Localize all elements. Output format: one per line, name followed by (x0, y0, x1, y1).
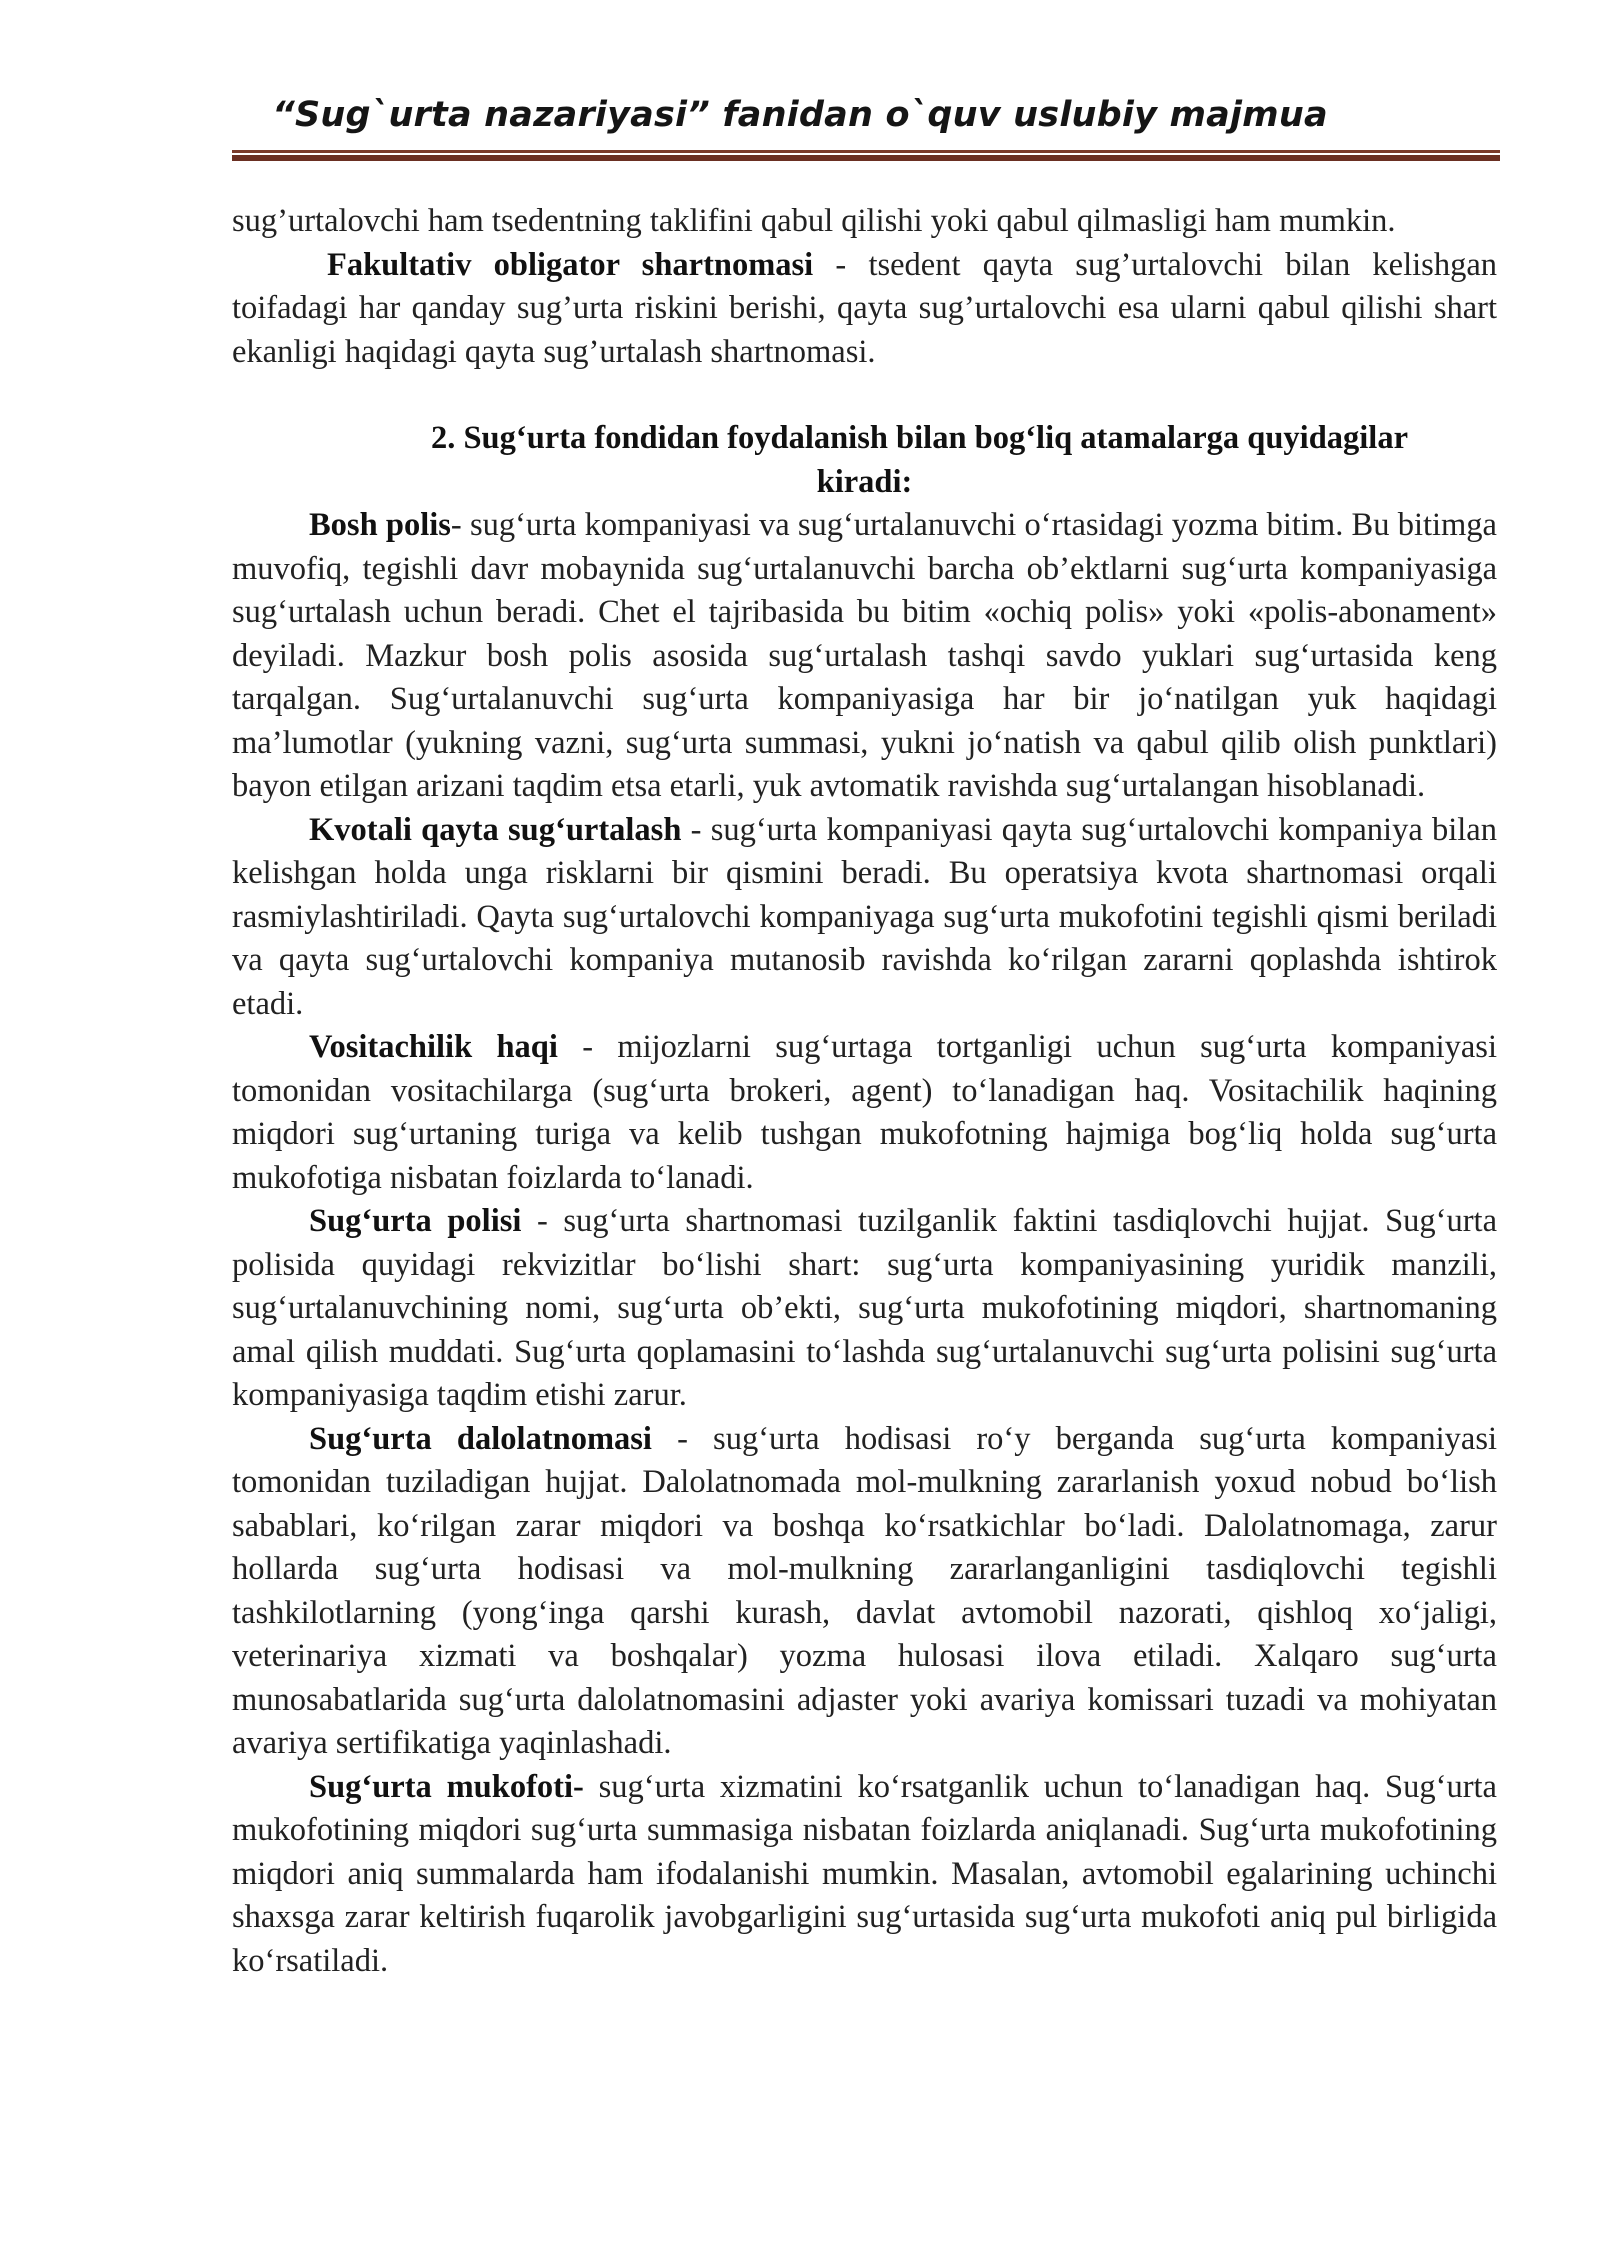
term-sugurta-dalolatnomasi: Sug‘urta dalolatnomasi (309, 1420, 652, 1457)
document-body (232, 200, 1497, 1983)
paragraph-vositachilik-haqi (232, 1026, 1497, 1200)
header-divider-thick (232, 155, 1500, 161)
definition-sugurta-dalolatnomasi: - sug‘urta hodisasi ro‘y berganda sug‘urta kompaniyasi tomonidan tuziladigan hujjat. Dalolatnomada mol-mulkning zararlanish yoxud nobud bo‘lish sabablari, ko‘rilgan zarar miqdori va boshqa ko‘rsatkichlar bo‘ladi. Dalolatnomaga, zarur hollarda sug‘urta hodisasi va mol-mulkning zararlanganligini tasdiqlovchi tegishli tashkilotlarning (yong‘inga qarshi kurash, davlat avtomobil nazorati, qishloq xo‘jaligi, veterinariya xizmati va boshqalar) yozma hulosasi ilova etiladi. Xalqaro sug‘urta munosabatlarida sug‘urta dalolatnomasini adjaster yoki avariya komissari tuzadi va mohiyatan avariya sertifikatiga yaqinlashadi. (232, 1420, 1498, 1761)
paragraph-continuation: sug’urtalovchi ham tsedentning taklifini qabul qilishi yoki qabul qilmasligi ham mumkin. (232, 203, 1396, 239)
section-heading-line1: 2. Sug‘urta fondidan foydalanish bilan bog‘liq atamalarga quyidagilar (430, 420, 1409, 456)
term-sugurta-polisi: Sug‘urta polisi (309, 1203, 522, 1239)
section-heading (232, 417, 1497, 504)
definition-bosh-polis: - sug‘urta kompaniyasi va sug‘urtalanuvchi o‘rtasidagi yozma bitim. Bu bitimga muvofiq, tegishli davr mobaynida sug‘urtalanuvchi barcha ob’ektlarni sug‘urta kompaniyasiga sug‘urtalash uchun beradi. Chet el tajribasida bu bitim «ochiq polis» yoki «polis-abonament» deyiladi. Mazkur bosh polis asosida sug‘urtalash tashqi savdo yuklari sug‘urtasida keng tarqalgan. Sug‘urtalanuvchi sug‘urta kompaniyasiga har bir jo‘natilgan yuk haqidagi ma’lumotlar (yukning vazni, sug‘urta summasi, yukni jo‘natish va qabul qilib olish punktlari) bayon etilgan arizani taqdim etsa etarli, yuk avtomatik ravishda sug‘urtalangan hisoblanadi. (232, 507, 1497, 804)
term-kvotali-qayta: Kvotali qayta sug‘urtalash (309, 811, 682, 848)
term-fakultativ-obligator: Fakultativ obligator shartnomasi (327, 246, 814, 283)
definition-fakultativ-obligator: - tsedent qayta sug’urtalovchi bilan kelishgan toifadagi har qanday sug’urta riskini berishi, qayta sug’urtalovchi esa ularni qabul qilishi shart ekanligi haqidagi qayta sug’urtalash shartnomasi. (232, 246, 1497, 370)
definition-sugurta-polisi: - sug‘urta shartnomasi tuzilganlik faktini tasdiqlovchi hujjat. Sug‘urta polisida quyidagi rekvizitlar bo‘lishi shart: sug‘urta kompaniyasining yuridik manzili, sug‘urtalanuvchining nomi, sug‘urta ob’ekti, sug‘urta mukofotining miqdori, shartnomaning amal qilish muddati. Sug‘urta qoplamasini to‘lashda sug‘urtalanuvchi sug‘urta polisini sug‘urta kompaniyasiga taqdim etishi zarur. (232, 1203, 1497, 1413)
term-vositachilik-haqi: Vositachilik haqi (309, 1029, 558, 1065)
definition-kvotali-qayta: - sug‘urta kompaniyasi qayta sug‘urtalovchi kompaniya bilan kelishgan holda unga risklarni bir qismini beradi. Bu operatsiya kvota shartnomasi orqali rasmiylashtiriladi. Qayta sug‘urtalovchi kompaniyaga sug‘urta mukofotini tegishli qismi beriladi va qayta sug‘urtalovchi kompaniya mutanosib ravishda ko‘rilgan zararni qoplashda ishtirok etadi. (232, 811, 1497, 1022)
paragraph-sugurta-polisi (232, 1200, 1497, 1418)
term-bosh-polis: Bosh polis (309, 507, 451, 543)
paragraph-sugurta-mukofoti (232, 1766, 1497, 1984)
header-divider-thin (232, 150, 1500, 153)
paragraph-sugurta-dalolatnomasi (232, 1418, 1497, 1766)
term-sugurta-mukofoti: Sug‘urta mukofoti- (309, 1768, 584, 1805)
definition-vositachilik-haqi: - mijozlarni sug‘urtaga tortganligi uchun sug‘urta kompaniyasi tomonidan vositachilarga (sug‘urta brokeri, agent) to‘lanadigan haq. Vositachilik haqining miqdori sug‘urtaning turiga va kelib tushgan mukofotning hajmiga bog‘liq holda sug‘urta mukofotiga nisbatan foizlarda to‘lanadi. (232, 1029, 1497, 1196)
paragraph-kvotali-qayta (232, 809, 1497, 1027)
paragraph-fakultativ-obligator (232, 244, 1497, 375)
page-header-title: “Sug`urta nazariyasi” fanidan o`quv uslubiy majmua (272, 95, 1328, 135)
section-heading-line2: kiradi: (816, 463, 913, 500)
definition-sugurta-mukofoti: sug‘urta xizmatini ko‘rsatganlik uchun to‘lanadigan haq. Sug‘urta mukofotining miqdori sug‘urta summasiga nisbatan foizlarda aniqlanadi. Sug‘urta mukofotining miqdori aniq summalarda ham ifodalanishi mumkin. Masalan, avtomobil egalarining uchinchi shaxsga zarar keltirish fuqarolik javobgarligini sug‘urtasida sug‘urta mukofoti aniq pul birligida ko‘rsatiladi. (232, 1768, 1497, 1979)
paragraph-bosh-polis (232, 504, 1497, 809)
